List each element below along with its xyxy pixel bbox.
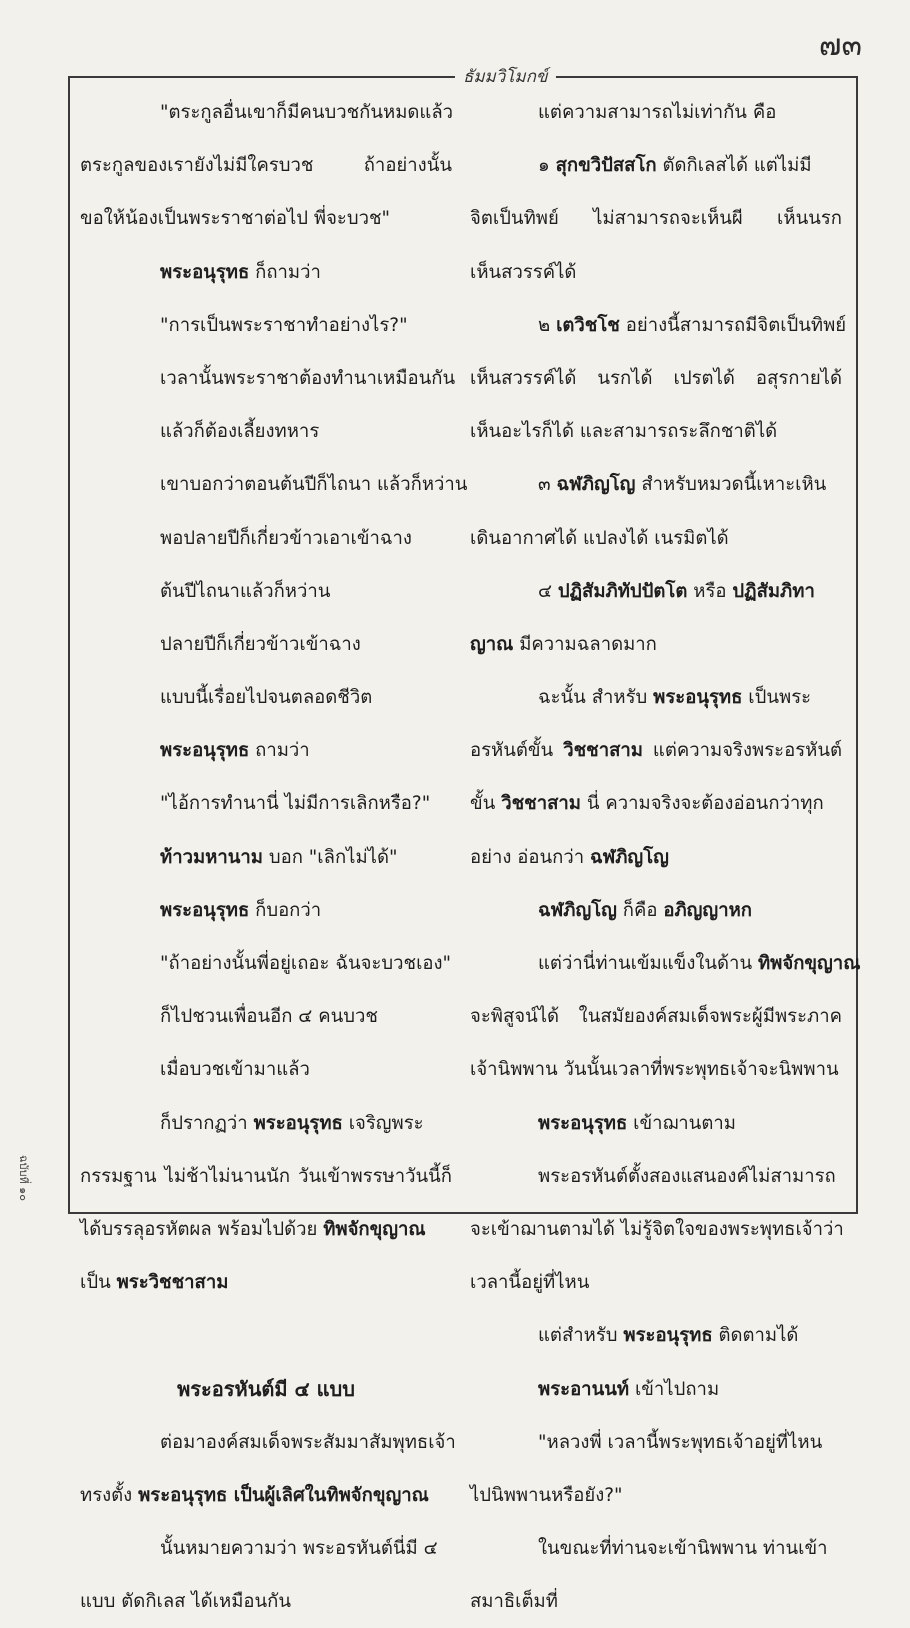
bold-term: พระอนุรุทธ: [623, 1325, 713, 1347]
text-span: เข้าไปถาม: [629, 1378, 720, 1400]
text-span: แบบ ตัดกิเลส ได้เหมือนกัน: [80, 1591, 291, 1613]
text-span: เป็น: [80, 1272, 117, 1294]
text-line: [470, 884, 842, 937]
text-line: [470, 86, 842, 139]
text-span: ขั้น: [470, 793, 502, 815]
text-span: หรือ: [687, 580, 733, 602]
text-span: เห็นอะไรก็ได้ และสามารถระลึกชาติได้: [470, 421, 778, 443]
text-span: แล้วก็ต้องเลี้ยงทหาร: [160, 421, 320, 443]
text-span: สมาธิเต็มที่: [470, 1591, 558, 1613]
text-span: เห็นสวรรค์ได้: [470, 261, 577, 283]
text-span: แบบนี้เรื่อยไปจนตลอดชีวิต: [160, 687, 373, 709]
text-line: [80, 405, 452, 458]
text-span: เข้าฌานตาม: [627, 1112, 736, 1134]
text-line: [80, 1469, 452, 1522]
text-line: [80, 458, 468, 511]
text-span: แต่ความจริงพระอรหันต์: [642, 740, 843, 762]
text-span: ก็บอกว่า: [249, 899, 322, 921]
text-span: อย่าง อ่อนกว่า: [470, 846, 590, 868]
text-line: [470, 565, 842, 618]
bold-term: พระอนุรุทธ: [160, 740, 250, 762]
bold-term: ทิพจักขุญาณ: [757, 953, 861, 974]
text-line: [80, 192, 452, 245]
text-line: [80, 86, 452, 139]
text-line: [470, 937, 861, 990]
text-span: แต่ความสามารถไม่เท่ากัน คือ: [538, 102, 777, 123]
text-span: ก็ถามว่า: [249, 261, 321, 283]
text-line: [470, 1575, 842, 1628]
text-span: ๒: [538, 314, 557, 336]
text-span: ๔: [538, 580, 558, 602]
text-line: [80, 565, 452, 618]
text-span: เวลานั้นพระราชาต้องทำนาเหมือนกัน: [160, 367, 456, 389]
bold-term: พระอนุรุทธ เป็นผู้เลิศในทิพจักขุญาณ: [138, 1484, 429, 1506]
text-span: จะเข้าฌานตามได้ ไม่รู้จิตใจของพระพุทธเจ้าว่า: [470, 1218, 844, 1240]
text-line: [470, 618, 842, 671]
text-span: ๑: [538, 155, 556, 177]
bold-term: พระวิชชาสาม: [116, 1272, 229, 1294]
text-span: นี่ ความจริงจะต้องอ่อนกว่าทุก: [580, 793, 824, 815]
text-line: [470, 405, 842, 458]
text-span: ไปนิพพานหรือยัง?": [470, 1484, 623, 1506]
text-line: [80, 724, 452, 777]
text-line: [470, 299, 847, 352]
text-span: พระอรหันต์ตั้งสองแสนองค์ไม่สามารถ: [538, 1165, 836, 1187]
text-line: [470, 458, 842, 511]
text-line: [470, 1203, 842, 1256]
text-line: [80, 1043, 452, 1096]
text-span: พระอรหันต์มี ๔ แบบ: [177, 1376, 355, 1401]
text-line: [80, 777, 452, 830]
text-span: แต่ว่านี่ท่านเข้มแข็งในด้าน: [538, 953, 758, 974]
text-span: เมื่อบวชเข้ามาแล้ว: [160, 1059, 310, 1081]
text-line: [80, 671, 452, 724]
text-line: [470, 1363, 842, 1416]
text-line: [470, 1043, 842, 1096]
bold-term: อภิญญาหก: [663, 899, 752, 921]
bold-term: วิชชาสาม: [501, 793, 581, 815]
text-span: ตระกูลของเรายังไม่มีใครบวช ถ้าอย่างนั้น: [80, 155, 452, 177]
text-span: นั้นหมายความว่า พระอรหันต์นี่มี ๔: [160, 1538, 438, 1560]
bold-term: วิชชาสาม: [563, 740, 643, 762]
text-line: [80, 1363, 452, 1416]
text-line: [80, 1522, 452, 1575]
bold-term: ญาณ: [470, 633, 514, 655]
text-span: ต่อมาองค์สมเด็จพระสัมมาสัมพุทธเจ้า: [160, 1431, 456, 1453]
text-line: [470, 724, 842, 777]
text-span: ทรงตั้ง: [80, 1484, 139, 1506]
bold-term: ฉฬภิญโญ: [556, 474, 636, 496]
text-span: ฉะนั้น สำหรับ: [538, 687, 654, 709]
text-span: "การเป็นพระราชาทำอย่างไร?": [160, 314, 408, 336]
bold-term: ฉฬภิญโญ: [538, 899, 617, 921]
bold-term: ฉฬภิญโญ: [589, 846, 669, 868]
text-line: [80, 1309, 452, 1362]
page-number: ๗๓: [818, 28, 862, 63]
text-line: [470, 1469, 842, 1522]
text-span: กรรมฐาน ไม่ช้าไม่นานนัก วันเข้าพรรษาวันนี้ก็: [80, 1165, 452, 1187]
text-line: [80, 990, 452, 1043]
text-span: เวลานี้อยู่ที่ไหน: [470, 1272, 590, 1294]
text-line: [80, 937, 452, 990]
text-line: [80, 1416, 456, 1469]
text-line: [470, 990, 842, 1043]
text-span: เห็นสวรรค์ได้ นรกได้ เปรตได้ อสุรกายได้: [470, 367, 842, 389]
text-span: ปลายปีก็เกี่ยวข้าวเข้าฉาง: [160, 633, 361, 655]
bold-term: ปฏิสัมภิทา: [732, 580, 815, 602]
text-span: อรหันต์ขั้น: [470, 740, 564, 762]
text-span: ติดตามได้: [712, 1325, 799, 1347]
text-line: [470, 1416, 842, 1469]
text-span: "ถ้าอย่างนั้นพี่อยู่เถอะ ฉันจะบวชเอง": [160, 953, 452, 974]
text-span: มีความฉลาดมาก: [513, 633, 657, 655]
text-span: สำหรับหมวดนี้เหาะเหิน: [635, 474, 827, 496]
bold-term: พระอนุรุทธ: [160, 261, 250, 283]
text-line: [80, 1150, 452, 1203]
text-span: ขอให้น้องเป็นพระราชาต่อไป พี่จะบวช": [80, 208, 391, 230]
text-span: ก็คือ: [616, 899, 664, 921]
text-span: ก็ไปชวนเพื่อนอีก ๔ คนบวช: [160, 1006, 378, 1028]
bold-term: พระอนุรุทธ: [160, 899, 250, 921]
text-line: [470, 352, 842, 405]
text-line: [80, 1203, 452, 1256]
text-span: เจริญพระ: [342, 1112, 424, 1134]
text-span: เดินอากาศได้ แปลงได้ เนรมิตได้: [470, 527, 729, 549]
running-header: ธัมมวิโมกข์: [455, 63, 556, 90]
text-line: [80, 1256, 452, 1309]
text-line: [80, 1097, 452, 1150]
text-line: [80, 352, 456, 405]
text-line: [470, 192, 842, 245]
text-line: [80, 246, 452, 299]
text-line: [470, 512, 842, 565]
text-line: [470, 1256, 842, 1309]
text-span: ถามว่า: [249, 740, 310, 762]
text-span: อย่างนี้สามารถมีจิตเป็นทิพย์: [619, 314, 847, 336]
text-span: ในขณะที่ท่านจะเข้านิพพาน ท่านเข้า: [538, 1538, 828, 1560]
text-span: จิตเป็นทิพย์ ไม่สามารถจะเห็นผี เห็นนรก: [470, 208, 842, 230]
bold-term: ท้าวมหานาม: [160, 846, 263, 868]
bold-term: พระอนุรุทธ: [253, 1112, 343, 1134]
left-column: [80, 86, 468, 1628]
bold-term: ทิพจักขุญาณ: [323, 1218, 426, 1240]
text-line: [470, 777, 842, 830]
text-line: [80, 831, 452, 884]
bold-term: เตวิชโช: [556, 314, 620, 336]
text-span: ก็ปรากฏว่า: [160, 1112, 254, 1134]
text-line: [470, 246, 842, 299]
text-line: [80, 512, 452, 565]
bold-term: พระอนุรุทธ: [538, 1112, 628, 1134]
text-line: [470, 1150, 842, 1203]
text-span: "ตระกูลอื่นเขาก็มีคนบวชกันหมดแล้ว: [160, 102, 454, 123]
content-frame: [68, 67, 861, 1613]
text-span: ๓: [538, 474, 557, 496]
bold-term: พระอนุรุทธ: [653, 687, 743, 709]
text-line: [80, 618, 452, 671]
text-line: [470, 1097, 842, 1150]
text-span: เขาบอกว่าตอนต้นปีก็ไถนา แล้วก็หว่าน: [160, 474, 468, 496]
text-span: จะพิสูจน์ได้ ในสมัยองค์สมเด็จพระผู้มีพระภาค: [470, 1006, 842, 1028]
text-span: เจ้านิพพาน วันนั้นเวลาที่พระพุทธเจ้าจะนิพพาน: [470, 1059, 839, 1081]
right-column: [470, 86, 861, 1628]
text-line: [80, 139, 452, 192]
text-span: แต่สำหรับ: [538, 1325, 624, 1347]
text-line: [470, 1309, 842, 1362]
text-line: [470, 1522, 842, 1575]
text-span: "ไอ้การทำนานี่ ไม่มีการเลิกหรือ?": [160, 793, 431, 815]
text-line: [80, 1575, 452, 1628]
text-span: ได้บรรลุอรหัตผล พร้อมไปด้วย: [80, 1218, 324, 1240]
text-span: ต้นปีไถนาแล้วก็หว่าน: [160, 580, 331, 602]
text-line: [470, 831, 842, 884]
bold-term: สุกขวิปัสสโก: [555, 155, 657, 177]
text-line: [470, 139, 842, 192]
text-span: "หลวงพี่ เวลานี้พระพุทธเจ้าอยู่ที่ไหน: [538, 1431, 823, 1453]
bold-term: ปฏิสัมภิทัปปัตโต: [557, 580, 688, 602]
bold-term: พระอานนท์: [538, 1378, 630, 1400]
text-span: ตัดกิเลสได้ แต่ไม่มี: [656, 155, 812, 177]
text-span: พอปลายปีก็เกี่ยวข้าวเอาเข้าฉาง: [160, 527, 412, 549]
side-note: ฉบับที่ ๑๐: [17, 1155, 30, 1201]
text-line: [80, 884, 452, 937]
text-span: บอก "เลิกไม่ได้": [262, 846, 398, 868]
text-span: เป็นพระ: [742, 687, 812, 709]
text-line: [470, 671, 842, 724]
text-line: [80, 299, 452, 352]
